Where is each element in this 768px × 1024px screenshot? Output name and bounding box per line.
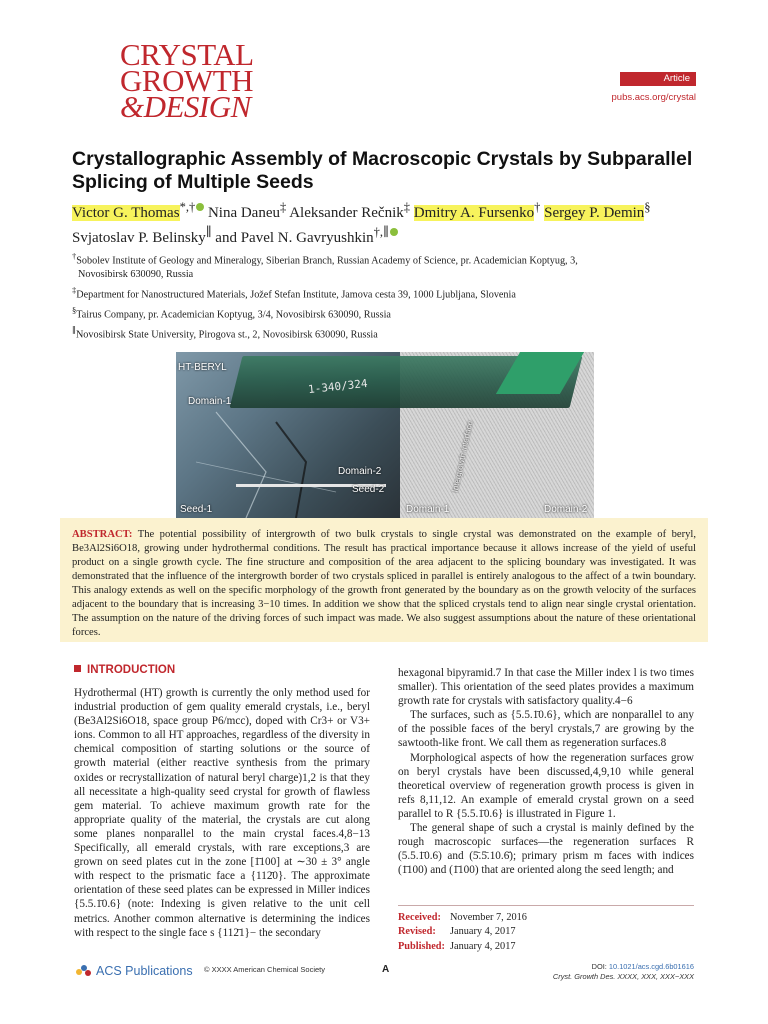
intro-paragraph: hexagonal bipyramid.7 In that case the Miller index l is two times smaller). This orientation of the seed plates provides a maximum growth rate for crystals with satisfactory quality.4−6 [398,667,694,708]
date-value: January 4, 2017 [450,940,516,952]
affiliation-text: Novosibirsk 630090, Russia [78,268,194,280]
orcid-icon[interactable] [390,228,398,236]
figure-label: Intergrowth interface [450,419,475,494]
right-column [398,666,694,877]
author-mark: *,† [179,200,196,214]
toc-graphic [176,352,594,518]
citation: Cryst. Growth Des. XXXX, XXX, XXX−XXX [552,971,694,981]
acs-publications-logo[interactable] [74,963,193,978]
copyright: © XXXX American Chemical Society [204,965,325,974]
abstract-box [60,518,708,642]
affiliation [72,304,702,322]
affiliations [72,250,702,344]
figure-label: Domain-1 [406,504,450,515]
abstract-heading: ABSTRACT: [72,529,133,540]
affiliation-text: Sobolev Institute of Geology and Mineralogy, Siberian Branch, Russian Academy of Science, pr. Academician Koptyug, 3, [76,255,578,267]
affiliation-text: Department for Nanostructured Materials, Jožef Stefan Institute, Jamova cesta 39, 1000 Ljubljana, Slovenia [76,288,516,300]
author-list [72,198,702,248]
author-name[interactable]: Nina Daneu [207,205,280,221]
doi-label: DOI: [591,962,607,971]
figure-label: Domain-2 [544,504,588,515]
author-name[interactable]: Aleksander Rečnik [289,205,404,221]
affiliation-mark: † [72,251,77,261]
date-label: Published: [398,940,445,952]
abstract-paragraph [72,528,696,640]
journal-website-link[interactable]: pubs.acs.org/crystal [611,92,696,103]
author-mark: ‡ [403,200,410,214]
left-column [74,686,370,940]
affiliation-text: Novosibirsk State University, Pirogova st., 2, Novosibirsk 630090, Russia [75,328,378,340]
ink-marking: 1-340/324 [307,376,369,397]
figure-label: Seed-2 [352,484,385,495]
page-footer [74,960,694,986]
affiliation-mark: § [72,304,77,315]
author-name[interactable]: Dmitry A. Fursenko [413,205,535,221]
page-number: A [382,964,390,975]
logo-line-2: GROWTH [120,63,254,98]
date-label: Revised: [398,926,436,938]
author-name[interactable]: Victor G. Thomas [72,205,180,221]
author-mark: ‡ [280,200,287,214]
affiliation [72,250,702,282]
author-mark: †,∥ [373,225,389,239]
author-mark: ∥ [205,225,212,239]
intro-paragraph: Morphological aspects of how the regeneration surfaces grow on beryl crystals have been discussed,4,9,10 while general theoretical overview of regeneration growth process is given in refs 8,11,12. An example of emerald crystal grown on a seed parallel to R {5.5.1̄0.6} is illustrated in Figure 1. [398,751,694,820]
journal-logo [120,37,270,124]
figure-label: Domain-2 [338,466,382,477]
author-mark: † [534,200,541,214]
revised-row [398,925,694,939]
logo-line-3: &DESIGN [120,89,251,124]
affiliation [72,284,702,302]
doi-link[interactable]: 10.1021/acs.cgd.6b01616 [608,962,694,971]
publisher-name: ACS Publications [96,964,193,978]
orcid-icon[interactable] [196,203,204,211]
figure-label: Seed-1 [180,504,213,515]
history-dates [398,905,694,954]
acs-logo-icon [74,963,92,977]
intro-paragraph: Hydrothermal (HT) growth is currently the only method used for industrial production of gem quality emerald crystals, i.e., beryl (Be3Al2Si6O18, space group P6/mcc), doped with Cr3+ or V3+ ions. Common to all HT approaches, regardless of the diversity in chemical composition of starting solutions or the source of growth material (either reactive synthesis from the primary oxides or recrystallization of natural beryl charge)1,2 is that they all necessitate a high-quality seed crystal for growth of flawless gem material. To achieve maximum growth rate for the appropriate quality of the material, the crystals are cut along some planes nonparallel to the main crystal faces.4,8−13 Specifically, all emerald crystals, with rare exceptions,3 are grown on seed plates cut in the zone [1̄100] at ∼30 ± 3° angle with respect to the prismatic face a {112̄0}. The approximate orientation of these seed plates can be expressed in Miller indices {5.5.1̄0.6} (note: Indexing is given relative to the unit cell metrics. Another common alternative is determining the indices with respect to the single face s {112̄1}− the secondary [74,687,370,939]
date-label: Received: [398,912,441,923]
affiliation-text: Tairus Company, pr. Academician Koptyug, 3/4, Novosibirsk 630090, Russia [76,308,391,320]
author-and: and [215,230,237,246]
abstract-text: The potential possibility of intergrowth of two bulk crystals to single crystal was demonstrated on the example of beryl, Be3Al2Si6O18, growing under hydrothermal conditions. The result has practical importance because it allows increase of the yield of useful product on a single growth cycle. The fine structure and composition of the area adjacent to the splicing boundary was investigated. It was demonstrated that the influence of the intergrowth border of two crystals spliced in parallel is entirely analogous to the affect of a twin boundary. This analogy extends as well on the specific morphology of the growth front generated by the boundary as on the growth velocity of the surfaces adjacent to the boundary that is increasing 3−10 times. In addition we show that the spliced crystals tend to align near single crystal orientation. The assumption on the nature of the driving forces of such impact was made. We also suggest assumptions about the nature of these orientational forces. [72,529,696,638]
title-line-1: Crystallographic Assembly of Macroscopic Crystals by Subparallel [72,148,693,170]
section-heading-text: INTRODUCTION [87,664,176,676]
section-square-icon [74,665,81,672]
title-line-2: Splicing of Multiple Seeds [72,171,314,193]
affiliation-mark: ‡ [72,284,77,295]
article-title [72,148,702,194]
date-value: January 4, 2017 [450,926,516,938]
affiliation [72,324,702,342]
logo-line-1: CRYSTAL [120,37,254,72]
date-value: November 7, 2016 [450,912,527,923]
author-name[interactable]: Sergey P. Demin [544,205,645,221]
section-heading [74,664,175,676]
figure-label: Domain-1 [188,396,232,407]
figure-label: HT-BERYL [178,362,227,373]
published-row [398,940,694,954]
received-row [398,911,694,925]
affiliation-mark: ∥ [72,324,76,335]
doi-block [534,962,694,981]
author-mark: § [644,200,651,214]
article-type-badge: Article [620,72,696,86]
intro-paragraph: The surfaces, such as {5.5.1̄0.6}, which are nonparallel to any of the possible faces of the beryl crystals,7 are growing by the sawtooth-like front. We call them as regeneration surfaces.8 [398,709,694,750]
author-name[interactable]: Pavel N. Gavryushkin [240,230,374,246]
intro-paragraph: The general shape of such a crystal is mainly defined by the rough macroscopic surfaces—the regeneration surfaces R (5.5.1̄0.6) and (5̄.5̄.10.6̄); primary prism m faces with indices (1̄100) and (1̄100) that are oriented along the seed length; and [398,822,694,877]
author-name[interactable]: Svjatoslav P. Belinsky [72,230,206,246]
